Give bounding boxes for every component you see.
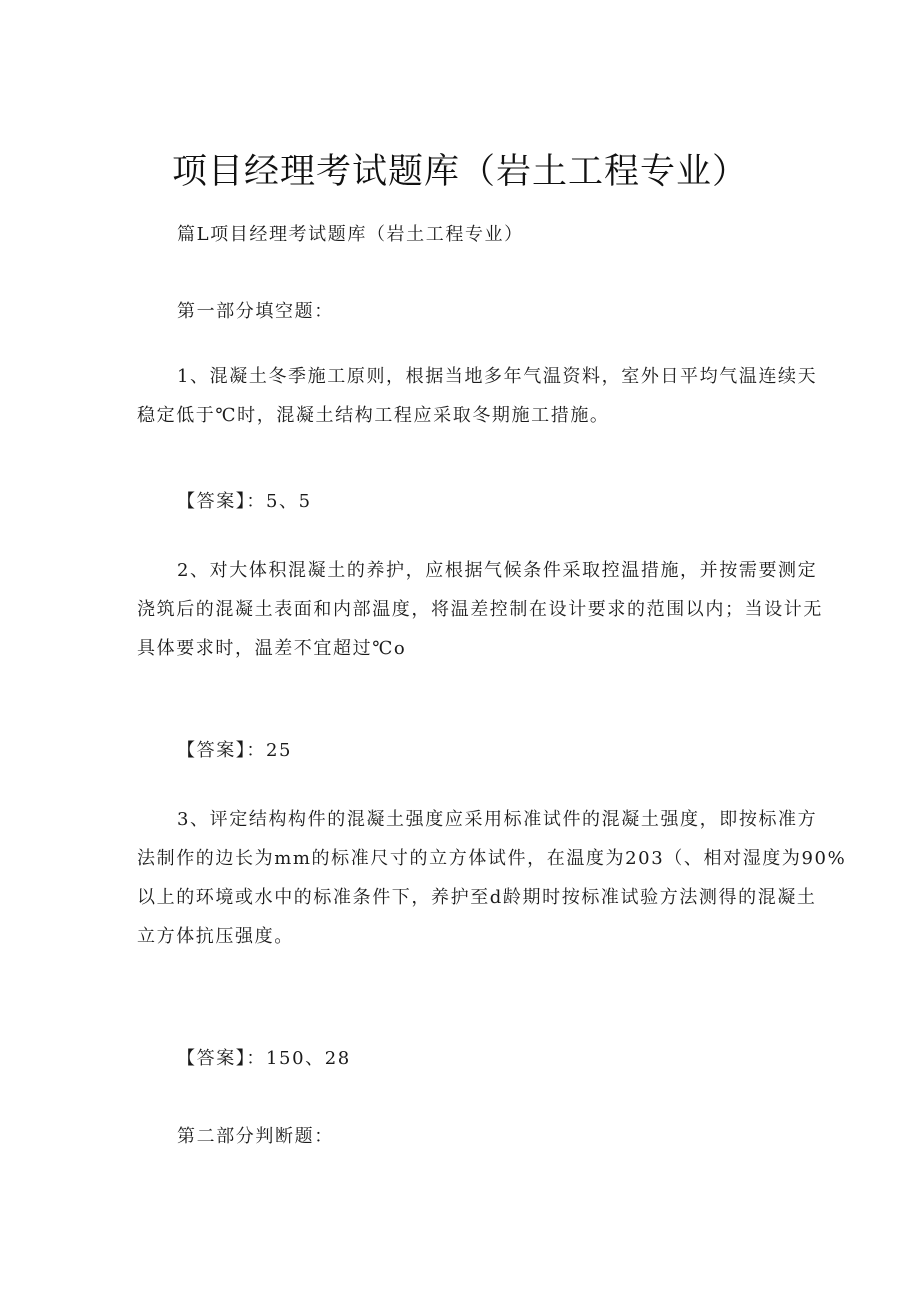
question-1-line: 1、混凝土冬季施工原则，根据当地多年气温资料，室外日平均气温连续天: [177, 366, 818, 387]
question-2-line: 2、对大体积混凝土的养护，应根据气候条件采取控温措施，并按需要测定: [177, 560, 818, 581]
question-2: [137, 551, 823, 668]
answer-2: 【答案】：25: [177, 740, 293, 761]
question-3: [137, 800, 847, 956]
question-3-line: 以上的环境或水中的标准条件下，养护至d龄期时按标准试验方法测得的混凝土: [137, 887, 817, 908]
question-2-line: 具体要求时，温差不宜超过℃o: [137, 638, 407, 659]
document-title: 项目经理考试题库（岩土工程专业）: [171, 152, 748, 192]
answer-3: 【答案】：150、28: [177, 1048, 351, 1069]
question-1-line: 稳定低于℃时，混凝土结构工程应采取冬期施工措施。: [137, 405, 610, 426]
question-1: [137, 357, 818, 435]
section-heading-fill-in: 第一部分填空题：: [177, 301, 334, 322]
question-3-line: 3、评定结构构件的混凝土强度应采用标准试件的混凝土强度，即按标准方: [177, 809, 818, 830]
document-subtitle: 篇L项目经理考试题库（岩土工程专业）: [177, 224, 524, 245]
question-3-line: 立方体抗压强度。: [137, 926, 294, 947]
answer-1: 【答案】：5、5: [177, 491, 312, 512]
section-heading-true-false: 第二部分判断题：: [177, 1126, 334, 1147]
question-2-line: 浇筑后的混凝土表面和内部温度，将温差控制在设计要求的范围以内；当设计无: [137, 599, 823, 620]
question-3-line: 法制作的边长为mm的标准尺寸的立方体试件，在温度为203（、相对湿度为90%: [137, 848, 847, 869]
